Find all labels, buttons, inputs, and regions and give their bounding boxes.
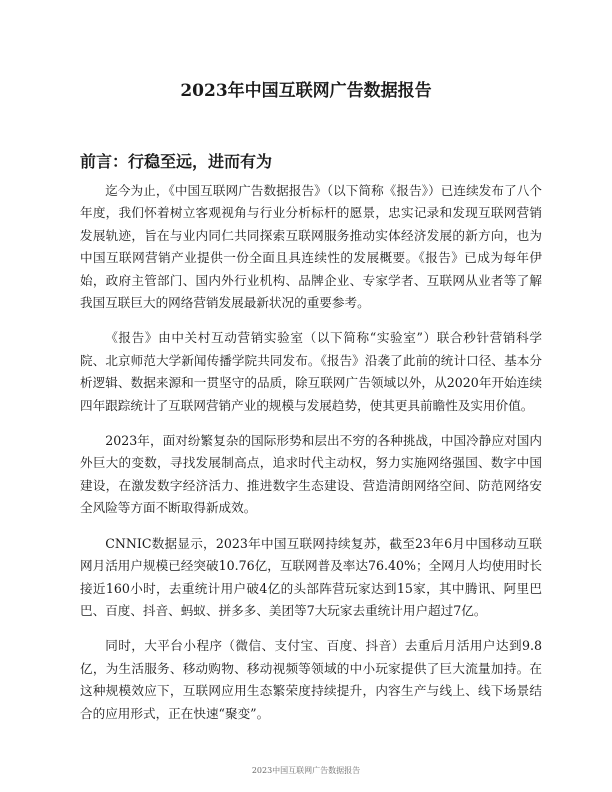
body-text — [80, 180, 542, 738]
paragraph-3: 2023年，面对纷繁复杂的国际形势和层出不穷的各种挑战，中国冷静应对国内外巨大的变数，寻找发展制高点，追求时代主动权，努力实施网络强国、数字中国建设，在激发数字经济活力、推进数字生态建设、营造清朗网络空间、防范网络安全风险等方面不断取得新成效。 — [80, 433, 542, 516]
document-title: 2023年中国互联网广告数据报告 — [180, 81, 432, 101]
paragraph-4: CNNIC数据显示，2023年中国互联网持续复苏，截至23年6月中国移动互联网月活用户规模已经突破10.76亿，互联网普及率达76.40%；全网月人均使用时长接近160小时，去重统计用户破4亿的头部阵营玩家达到15家，其中腾讯、阿里巴巴、百度、抖音、蚂蚁、拼多多、美团等7大玩家去重统计用户超过7亿。 — [80, 535, 542, 618]
paragraph-2: 《报告》由中关村互动营销实验室（以下简称“实验室”）联合秒针营销科学院、北京师范大学新闻传播学院共同发布。《报告》沿袭了此前的统计口径、基本分析逻辑、数据来源和一贯坚守的品质，除互联网广告领域以外，从2020年开始连续四年跟踪统计了互联网营销产业的规模与发展趋势，使其更具前瞻性及实用价值。 — [80, 330, 542, 413]
paragraph-5: 同时，大平台小程序（微信、支付宝、百度、抖音）去重后月活用户达到9.8亿，为生活服务、移动购物、移动视频等领域的中小玩家提供了巨大流量加持。在这种规模效应下，互联网应用生态繁荣度持续提升，内容生产与线上、线下场景结合的应用形式，正在快速“聚变”。 — [80, 638, 542, 721]
section-heading: 前言：行稳至远，进而有为 — [80, 152, 273, 171]
page-footer: 2023中国互联网广告数据报告 — [251, 766, 361, 775]
paragraph-1: 迄今为止，《中国互联网广告数据报告》（以下简称《报告》）已连续发布了八个年度，我们怀着树立客观视角与行业分析标杆的愿景，忠实记录和发现互联网营销发展轨迹，旨在与业内同仁共同探索互联网服务推动实体经济发展的新方向，也为中国互联网营销产业提供一份全面且具连续性的发展概要。《报告》已成为每年伊始，政府主管部门、国内外行业机构、品牌企业、专家学者、互联网从业者等了解我国互联巨大的网络营销发展最新状况的重要参考。 — [80, 183, 542, 311]
